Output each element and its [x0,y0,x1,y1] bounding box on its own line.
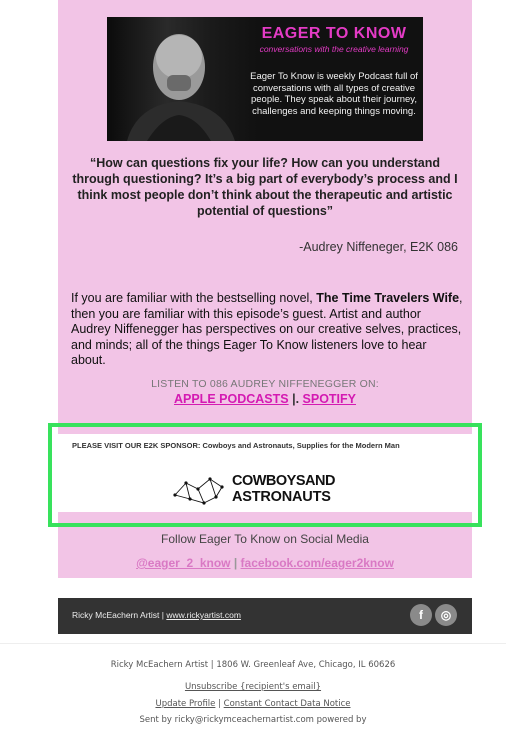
quote-attribution: -Audrey Niffeneger, E2K 086 [299,240,458,254]
constellation-icon [172,473,228,507]
banner-description: Eager To Know is weekly Podcast full of conversations with all types of creative people. They speak about their journey, challenges and keeping things moving. [250,71,418,117]
artist-credit [72,610,241,620]
artist-site-link[interactable]: www.rickyartist.com [166,610,241,620]
logo-line-2: ASTRONAUTS [232,489,331,505]
sponsor-heading: PLEASE VISIT OUR E2K SPONSOR: Cowboys and Astronauts, Supplies for the Modern Man [72,441,400,450]
listen-links [58,392,472,406]
follow-label: Follow Eager To Know on Social Media [161,532,369,546]
host-photo [107,17,257,141]
facebook-icon[interactable]: f [410,604,432,626]
sent-by: Sent by ricky@rickymceachernartist.com powered by [139,715,367,725]
spotify-link[interactable]: SPOTIFY [302,392,356,406]
unsubscribe-row [0,682,506,692]
pink-content-area [58,0,472,578]
footer-address: Ricky McEachern Artist | 1806 W. Greenleaf Ave, Chicago, IL 60626 [110,660,396,670]
desc-part-2: , then you are familiar with this episode’s guest. Artist and author Audrey Niffenegger has perspectives on our creative selves, practices, and minds; all of the things Eager To Know listeners love to hear about. [71,291,463,367]
dark-footer-bar [58,598,472,634]
links-separator: |. [288,392,303,406]
logo-line-1: COWBOYSAND [232,473,335,489]
instagram-handle-link[interactable]: @eager_2_know [136,556,231,570]
social-links [58,556,472,570]
desc-part-1: If you are familiar with the bestselling novel, [71,291,317,305]
apple-podcasts-link[interactable]: APPLE PODCASTS [173,392,289,406]
artist-name: Ricky McEachern Artist | [72,610,167,620]
sponsor-block[interactable] [58,434,472,512]
banner-title: EAGER TO KNOW [261,25,407,42]
update-profile-link[interactable]: Update Profile [155,699,216,709]
facebook-link[interactable]: facebook.com/eager2know [240,556,394,570]
instagram-icon[interactable]: ◎ [435,604,457,626]
banner-subtitle: conversations with the creative learning [259,44,409,54]
spacer [58,578,472,598]
cowboys-astronauts-logo[interactable] [172,473,362,507]
constant-contact-footer [0,643,506,731]
podcast-banner[interactable] [107,17,423,141]
email-body [58,0,472,643]
social-separator: | [230,556,241,570]
guest-quote: “How can questions fix your life? How can you understand through questioning? It’s a big part of everybody’s process and I think most people don’t think about the therapeutic and artistic potential of questions” [72,156,458,218]
footer-separator: | [215,699,224,709]
book-title: The Time Travelers Wife [316,291,460,305]
listen-label: LISTEN TO 086 AUDREY NIFFENEGGER ON: [151,378,379,390]
profile-row [0,699,506,709]
data-notice-link[interactable]: Constant Contact Data Notice [223,699,351,709]
episode-description [71,291,463,369]
unsubscribe-link[interactable]: Unsubscribe {recipient's email} [184,682,322,692]
